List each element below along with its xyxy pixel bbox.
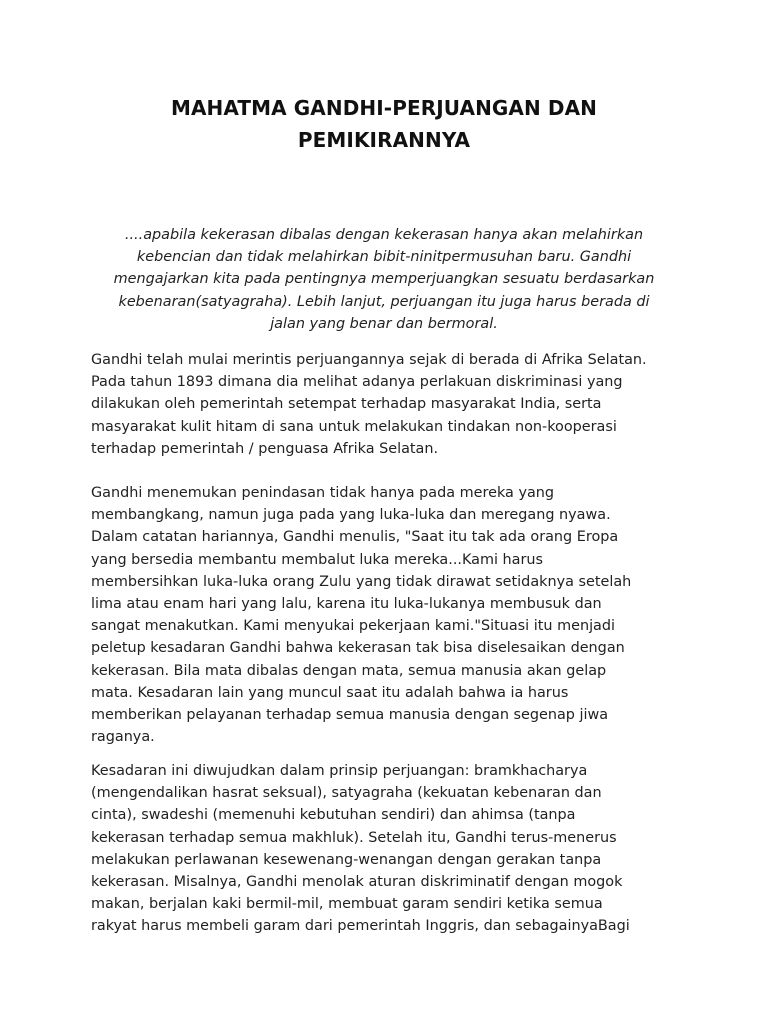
paragraph-line: Dalam catatan hariannya, Gandhi menulis, "Saat itu tak ada orang Eropa (91, 529, 619, 546)
paragraph-line: (mengendalikan hasrat seksual), satyagraha (kekuatan kebenaran dan (91, 785, 602, 802)
paragraph-line: makan, berjalan kaki bermil-mil, membuat garam sendiri ketika semua (91, 896, 603, 913)
paragraph-line: cinta), swadeshi (memenuhi kebutuhan sendiri) dan ahimsa (tanpa (91, 807, 576, 824)
paragraph-line: dilakukan oleh pemerintah setempat terhadap masyarakat India, serta (91, 396, 602, 413)
paragraph-line: rakyat harus membeli garam dari pemerintah Inggris, dan sebagainyaBagi (91, 918, 630, 935)
title-line: MAHATMA GANDHI-PERJUANGAN DAN (170, 96, 598, 120)
quote-line: mengajarkan kita pada pentingnya memperjuangkan sesuatu berdasarkan (113, 271, 655, 288)
paragraph-line: memberikan pelayanan terhadap semua manusia dengan segenap jiwa (91, 707, 609, 724)
paragraph-line: Gandhi telah mulai merintis perjuangannya sejak di berada di Afrika Selatan. (91, 352, 647, 368)
paragraph-line: yang bersedia membantu membalut luka mereka...Kami harus (91, 551, 544, 568)
paragraph-line: sangat menakutkan. Kami menyukai pekerjaan kami."Situasi itu menjadi (91, 618, 616, 635)
body-paragraph-2 (91, 482, 701, 748)
quote-line: kebencian dan tidak melahirkan bibit-ninitpermusuhan baru. Gandhi (136, 249, 632, 266)
paragraph-line: kekerasan. Misalnya, Gandhi menolak aturan diskriminatif dengan mogok (91, 874, 623, 891)
body-paragraph-1 (91, 349, 701, 460)
paragraph-line: kekerasan terhadap semua makhluk). Setelah itu, Gandhi terus-menerus (91, 829, 617, 846)
document-title (84, 92, 684, 156)
paragraph-line: melakukan perlawanan kesewenang-wenangan dengan gerakan tanpa (91, 851, 602, 868)
paragraph-line: peletup kesadaran Gandhi bahwa kekerasan tak bisa diselesaikan dengan (91, 640, 625, 657)
paragraph-line: Gandhi menemukan penindasan tidak hanya pada mereka yang (91, 485, 555, 501)
paragraph-line: masyarakat kulit hitam di sana untuk melakukan tindakan non-kooperasi (91, 418, 617, 435)
paragraph-line: kekerasan. Bila mata dibalas dengan mata, semua manusia akan gelap (91, 662, 607, 679)
paragraph-line: terhadap pemerintah / penguasa Afrika Selatan. (91, 440, 439, 457)
quote-line: ....apabila kekerasan dibalas dengan kekerasan hanya akan melahirkan (124, 227, 644, 243)
quote-line: kebenaran(satyagraha). Lebih lanjut, perjuangan itu juga harus berada di (118, 293, 650, 310)
title-line: PEMIKIRANNYA (297, 128, 471, 152)
paragraph-line: Pada tahun 1893 dimana dia melihat adanya perlakuan diskriminasi yang (91, 374, 623, 391)
paragraph-line: mata. Kesadaran lain yang muncul saat itu adalah bahwa ia harus (91, 684, 569, 701)
paragraph-line: membersihkan luka-luka orang Zulu yang tidak dirawat setidaknya setelah (91, 573, 632, 590)
opening-quote (88, 224, 680, 335)
paragraph-line: membangkang, namun juga pada yang luka-luka dan meregang nyawa. (91, 507, 611, 524)
paragraph-line: lima atau enam hari yang lalu, karena itu luka-lukanya membusuk dan (91, 596, 602, 613)
quote-line: jalan yang benar dan bermoral. (270, 315, 498, 332)
body-paragraph-3 (91, 760, 701, 938)
paragraph-line: Kesadaran ini diwujudkan dalam prinsip perjuangan: bramkhacharya (91, 763, 588, 779)
paragraph-line: raganya. (91, 729, 155, 746)
